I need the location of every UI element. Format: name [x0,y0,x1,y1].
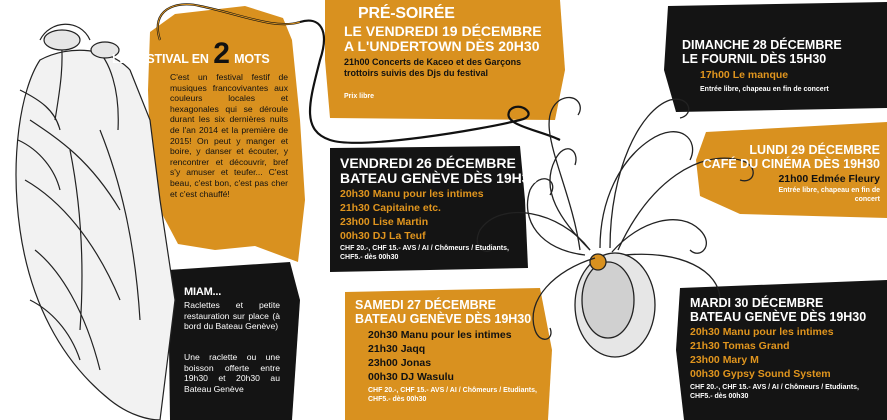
lundi-venue: CAFÉ DU CINÉMA DÈS 19H30 [702,157,880,171]
vendredi-act: 23h00 Lise Martin [340,216,429,228]
presoiree-title: PRÉ-SOIRÉE [358,5,455,22]
festival-title [112,37,297,70]
vendredi-act: 20h30 Manu pour les intimes [340,188,484,200]
dimanche-note: Entrée libre, chapeau en fin de concert [700,86,829,93]
vendredi-price: CHF 20.-, CHF 15.- AVS / AI / Chômeurs / Etudiants, CHF5.- dès 00h30 [340,245,509,261]
vendredi-act: 00h30 DJ La Teuf [340,230,426,242]
samedi-venue: BATEAU GENÈVE DÈS 19H30 [355,312,532,326]
mardi-venue: BATEAU GENÈVE DÈS 19H30 [690,310,867,324]
presoiree-price: Prix libre [344,93,374,100]
samedi-act: 00h30 DJ Wasulu [368,371,454,383]
mardi-act: 20h30 Manu pour les intimes [690,326,834,338]
presoiree-text: 21h00 Concerts de Kaceo et des Garçons trottoirs suivis des Djs du festival [344,57,522,78]
vendredi-act: 21h30 Capitaine etc. [340,202,441,214]
samedi-price: CHF 20.-, CHF 15.- AVS / AI / Chômeurs / Etudiants, CHF5.- dès 00h30 [368,387,537,403]
mardi-act: 21h30 Tomas Grand [690,340,790,352]
samedi-act: 21h30 Jaqq [368,343,426,355]
samedi-date: SAMEDI 27 DÉCEMBRE [355,298,496,312]
dimanche-venue: LE FOURNIL DÈS 15H30 [682,52,827,66]
mardi-price: CHF 20.-, CHF 15.- AVS / AI / Chômeurs / Etudiants, CHF5.- dès 00h30 [690,384,859,400]
mardi-act: 00h30 Gypsy Sound System [690,368,831,380]
mardi-date: MARDI 30 DÉCEMBRE [690,296,824,310]
vendredi-venue: BATEAU GENÈVE DÈS 19H30 [340,170,538,186]
miam-text-2: Une raclette ou une boisson offerte entre 19h30 et 20h30 au Bateau Genève [184,352,280,394]
presoiree-date: LE VENDREDI 19 DÉCEMBRE [344,23,542,39]
presoiree-venue: A L'UNDERTOWN DÈS 20H30 [344,38,540,54]
dimanche-act: 17h00 Le manque [700,69,789,81]
dimanche-date: DIMANCHE 28 DÉCEMBRE [682,38,842,52]
miam-text-1: Raclettes et petite restauration sur place (à bord du Bateau Genève) [184,300,280,332]
samedi-act: 23h00 Jonas [368,357,432,369]
samedi-act: 20h30 Manu pour les intimes [368,329,512,341]
lundi-date: LUNDI 29 DÉCEMBRE [749,143,880,157]
festival-title-num: 2 [213,37,230,70]
festival-title-post: MOTS [234,52,270,66]
festival-title-pre: LE FESTIVAL EN [112,52,209,66]
mardi-act: 23h00 Mary M [690,354,759,366]
lundi-act: 21h00 Edmée Fleury [778,173,880,185]
miam-title: MIAM... [184,286,222,298]
vendredi-date: VENDREDI 26 DÉCEMBRE [340,155,516,171]
festival-text: C'est un festival festif de musiques francovivantes aux couleurs locales et hexagonales qui se déroule durant les six dernières nuits de l'an 2014 et la première de 2015! On peut y manger et boire, y danser et écouter, y rencontrer et découvrir, bref s'y amuser et teufer... C'est beau, c'est bon, c'est pas cher et c'est chauffé! [170,72,288,199]
lundi-note: Entrée libre, chapeau en fin de concert [778,187,880,203]
